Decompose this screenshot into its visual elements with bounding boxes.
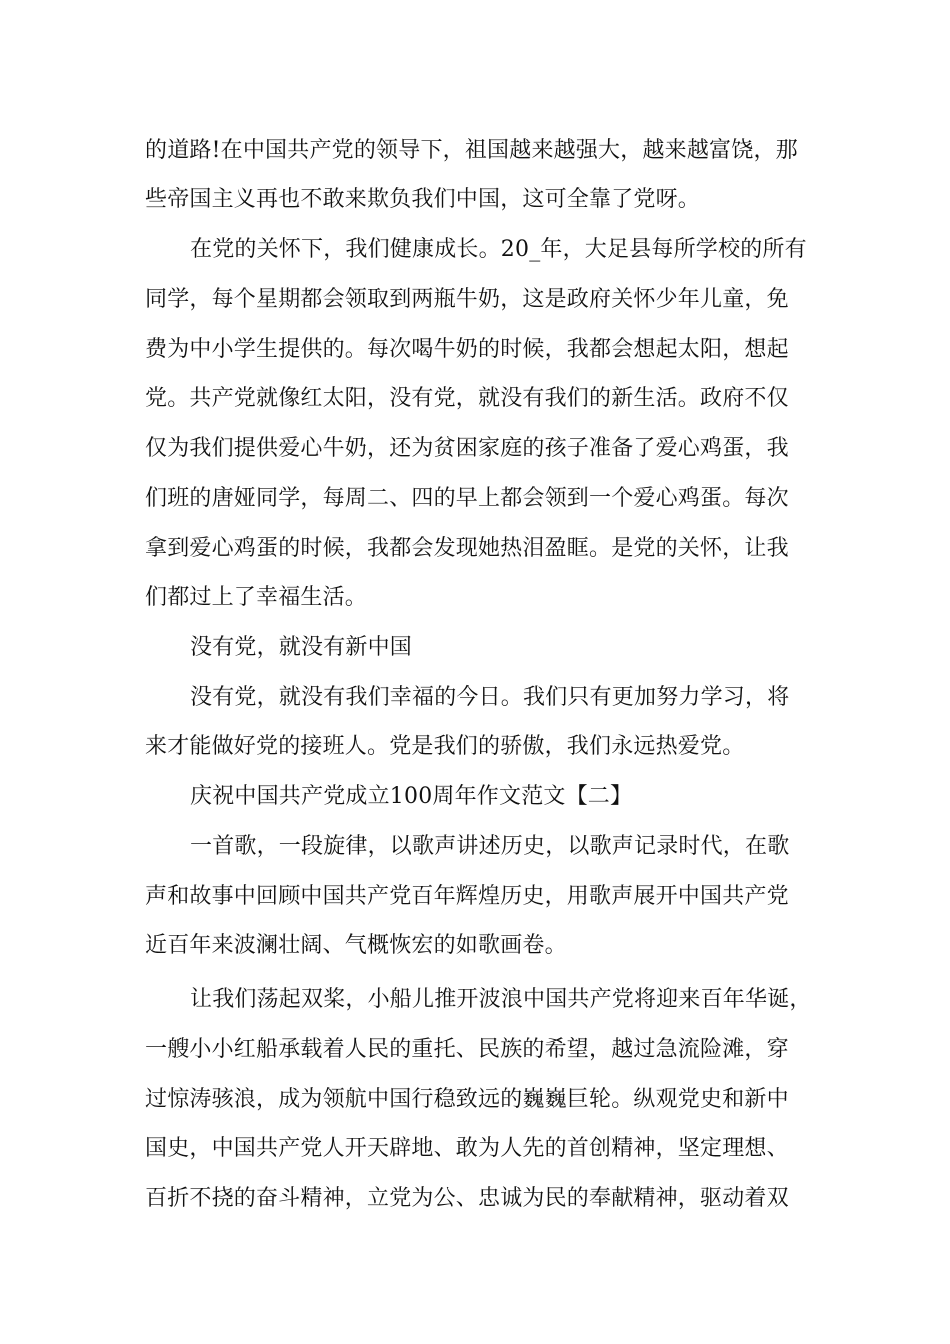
text-line: 一艘小小红船承载着人民的重托、民族的希望，越过急流险滩，穿 [145,1037,789,1062]
paragraph-start-line: 在党的关怀下，我们健康成长。20_年，大足县每所学校的所有 [190,237,807,262]
paragraph-start-line: 没有党，就没有我们幸福的今日。我们只有更加努力学习，将 [190,685,790,710]
text-line: 声和故事中回顾中国共产党百年辉煌历史，用歌声展开中国共产党 [145,884,789,909]
text-line: 过惊涛骇浪，成为领航中国行稳致远的巍巍巨轮。纵观党史和新中 [145,1087,789,1112]
text-line: 国史，中国共产党人开天辟地、敢为人先的首创精神，坚定理想、 [145,1136,789,1161]
paragraph-start-line: 一首歌，一段旋律，以歌声讲述历史，以歌声记录时代，在歌 [190,834,790,859]
text-line: 们班的唐娅同学，每周二、四的早上都会领到一个爱心鸡蛋。每次 [145,486,789,511]
text-line: 拿到爱心鸡蛋的时候，我都会发现她热泪盈眶。是党的关怀，让我 [145,536,789,561]
text-line: 来才能做好党的接班人。党是我们的骄傲，我们永远热爱党。 [145,734,745,759]
text-line: 们都过上了幸福生活。 [145,585,368,610]
text-line: 百折不挠的奋斗精神，立党为公、忠诚为民的奉献精神，驱动着双 [145,1186,789,1211]
text-line: 些帝国主义再也不敢来欺负我们中国，这可全靠了党呀。 [145,187,701,212]
subheading-line: 没有党，就没有新中国 [190,635,413,660]
text-line: 费为中小学生提供的。每次喝牛奶的时候，我都会想起太阳，想起 [145,337,789,362]
text-line: 近百年来波澜壮阔、气概恢宏的如歌画卷。 [145,933,567,958]
text-line: 同学，每个星期都会领取到两瓶牛奶，这是政府关怀少年儿童，免 [145,287,789,312]
paragraph-start-line: 让我们荡起双桨，小船儿推开波浪中国共产党将迎来百年华诞， [190,987,812,1012]
section-heading: 庆祝中国共产党成立100周年作文范文【二】 [190,784,633,809]
text-line: 党。共产党就像红太阳，没有党，就没有我们的新生活。政府不仅 [145,386,789,411]
text-line: 的道路!在中国共产党的领导下，祖国越来越强大，越来越富饶，那 [145,138,798,163]
text-line: 仅为我们提供爱心牛奶，还为贫困家庭的孩子准备了爱心鸡蛋，我 [145,436,789,461]
